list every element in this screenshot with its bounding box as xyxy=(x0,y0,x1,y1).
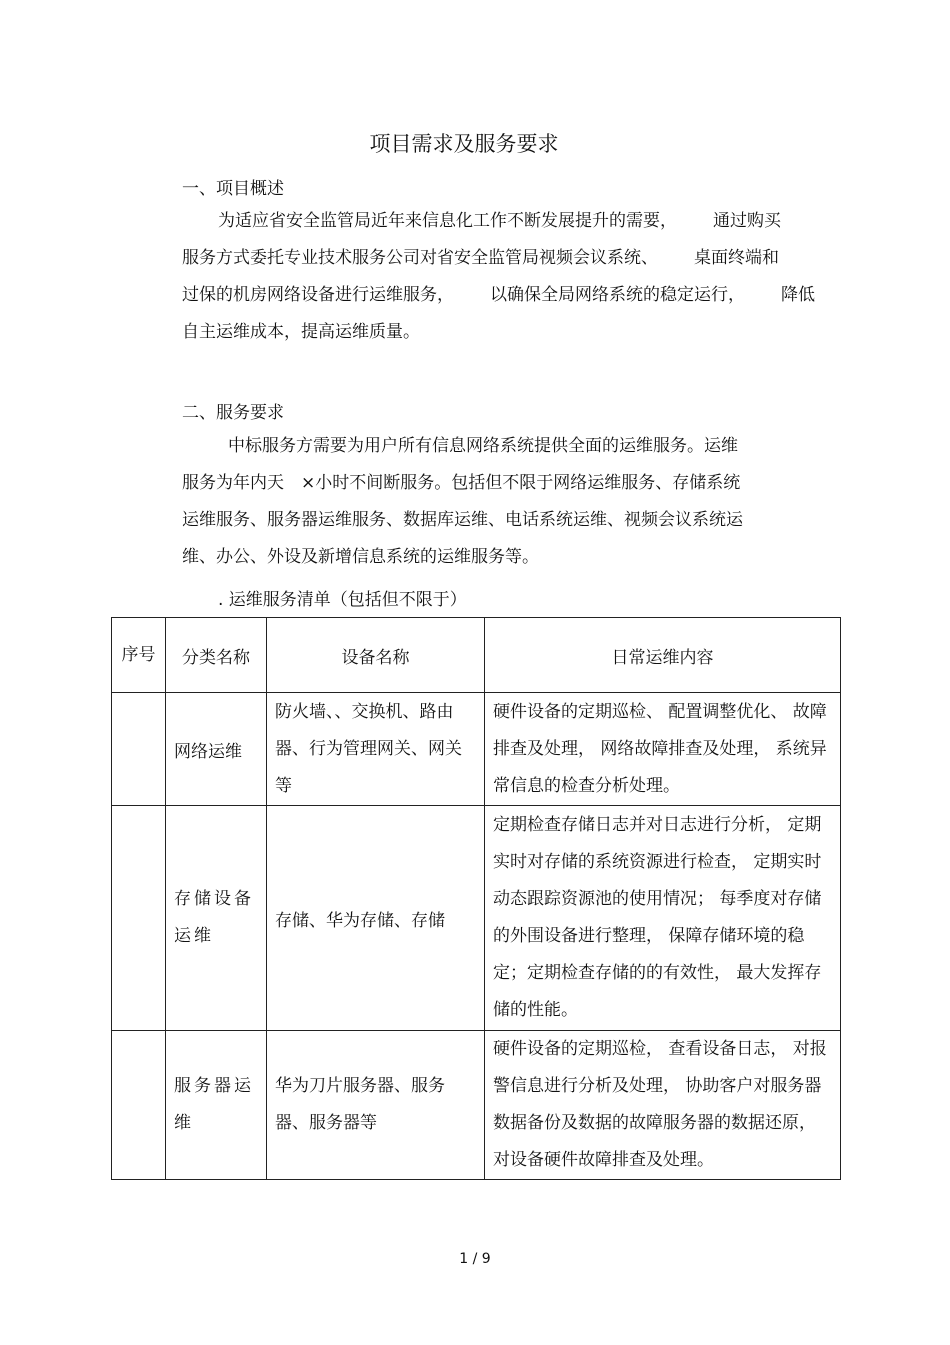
service-table xyxy=(111,617,841,1180)
section2-line-1: 中标服务方需要为用户所有信息网络系统提供全面的运维服务。运维 xyxy=(228,436,738,456)
cell-devices: 存储、华为存储、存储 xyxy=(267,806,485,1031)
text-run: 通过购买 xyxy=(713,211,781,231)
section1-line-2 xyxy=(182,240,779,277)
cell-devices: 防火墙、、交换机、路由器、行为管理网关、网关等 xyxy=(267,693,485,806)
cell-category: 存储设备运维 xyxy=(166,806,267,1031)
section2-line-4: 维、办公、外设及新增信息系统的运维服务等。 xyxy=(182,547,539,567)
section1-line-1 xyxy=(218,203,781,240)
header-no: 序号 xyxy=(112,618,166,693)
header-content: 日常运维内容 xyxy=(485,618,841,693)
text-run: 过保的机房网络设备进行运维服务， xyxy=(182,285,454,305)
header-category: 分类名称 xyxy=(166,618,267,693)
table-row xyxy=(112,1031,841,1180)
text-run: 为适应省安全监管局近年来信息化工作不断发展提升的需要， xyxy=(218,211,677,231)
cell-devices: 华为刀片服务器、服务器、服务器等 xyxy=(267,1031,485,1180)
cell-content: 硬件设备的定期巡检、 配置调整优化、 故障排查及处理， 网络故障排查及处理， 系统异常信息的检查分析处理。 xyxy=(485,693,841,806)
table-header-row xyxy=(112,618,841,693)
page-title: 项目需求及服务要求 xyxy=(369,132,559,156)
cell-content: 定期检查存储日志并对日志进行分析， 定期实时对存储的系统资源进行检查， 定期实时动态跟踪资源池的使用情况； 每季度对存储的外围设备进行整理， 保障存储环境的稳定；定期检查存储的的有效性， 最大发挥存储的性能。 xyxy=(485,806,841,1031)
section2-heading: 二、服务要求 xyxy=(182,403,284,423)
section1-heading: 一、项目概述 xyxy=(182,179,284,199)
text-run: 自主运维成本，提高运维质量。 xyxy=(182,322,420,342)
text-run: 桌面终端和 xyxy=(694,248,779,268)
cell-no xyxy=(112,1031,166,1180)
cell-no xyxy=(112,693,166,806)
table-row xyxy=(112,806,841,1031)
page-number: 1 / 9 xyxy=(459,1251,491,1267)
text-run: 降低 xyxy=(781,285,815,305)
text-run: 以确保全局网络系统的稳定运行， xyxy=(490,285,745,305)
list-caption: . 运维服务清单（包括但不限于） xyxy=(218,590,467,610)
text-run: 服务方式委托专业技术服务公司对省安全监管局视频会议系统、 xyxy=(182,248,658,268)
section2-line-3: 运维服务、服务器运维服务、数据库运维、电话系统运维、视频会议系统运 xyxy=(182,510,743,530)
cell-category: 网络运维 xyxy=(166,693,267,806)
cell-no xyxy=(112,806,166,1031)
section2-line-2: 服务为年内天 ×小时不间断服务。包括但不限于网络运维服务、存储系统 xyxy=(182,473,741,493)
cell-content: 硬件设备的定期巡检， 查看设备日志， 对报警信息进行分析及处理， 协助客户对服务器数据备份及数据的故障服务器的数据还原，对设备硬件故障排查及处理。 xyxy=(485,1031,841,1180)
cell-category: 服务器运维 xyxy=(166,1031,267,1180)
section1-line-3 xyxy=(182,277,815,314)
section1-line-4 xyxy=(182,314,420,351)
table-row xyxy=(112,693,841,806)
header-devices: 设备名称 xyxy=(267,618,485,693)
